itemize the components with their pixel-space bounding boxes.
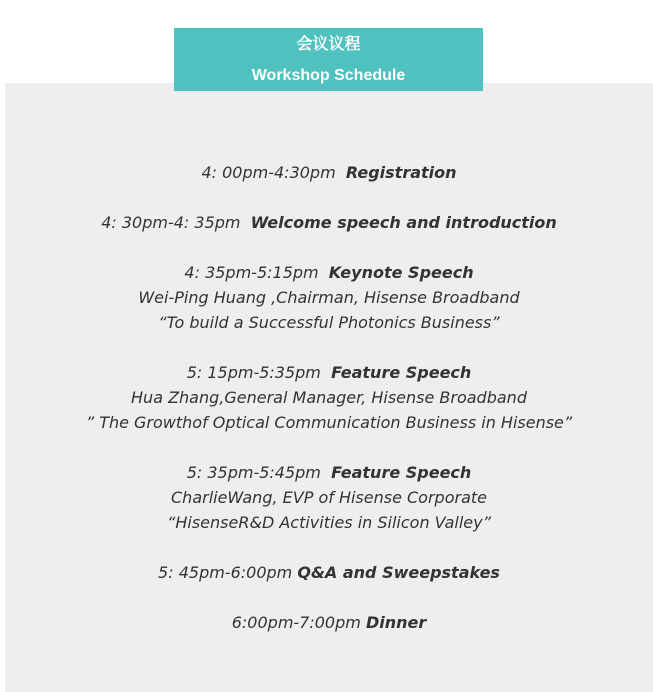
schedule-time: 4: 30pm-4: 35pm [101, 213, 241, 232]
schedule-time: 5: 15pm-5:35pm [186, 363, 321, 382]
speaker-line: CharlieWang, EVP of Hisense Corporate [171, 488, 487, 507]
schedule-title: Keynote Speech [328, 263, 474, 282]
header-title-zh: 会议议程 [296, 36, 361, 53]
schedule-list [5, 160, 653, 660]
schedule-title: Feature Speech [331, 363, 472, 382]
schedule-time: 5: 45pm-6:00pm [158, 563, 293, 582]
schedule-title: Welcome speech and introduction [250, 213, 557, 232]
schedule-time: 6:00pm-7:00pm [231, 613, 361, 632]
schedule-item-heading [5, 360, 653, 385]
schedule-title: Feature Speech [331, 463, 472, 482]
schedule-item-heading [5, 610, 653, 635]
talk-title: “To build a Successful Photonics Business” [158, 313, 500, 332]
schedule-item-heading [5, 160, 653, 185]
schedule-time: 4: 35pm-5:15pm [184, 263, 319, 282]
header-title-en: Workshop Schedule [251, 67, 406, 84]
talk-title: ” The Growthof Optical Communication Business in Hisense” [85, 413, 573, 432]
speaker-line: Wei-Ping Huang ,Chairman, Hisense Broadband [138, 288, 520, 307]
schedule-title: Q&A and Sweepstakes [297, 563, 500, 582]
schedule-item-heading [5, 260, 653, 285]
speaker-line: Hua Zhang,General Manager, Hisense Broadband [131, 388, 527, 407]
schedule-item-dinner [5, 610, 653, 635]
schedule-header [174, 28, 483, 91]
schedule-item-feature-2 [5, 460, 653, 535]
schedule-item-registration [5, 160, 653, 185]
schedule-title: Registration [345, 163, 457, 182]
schedule-item-welcome [5, 210, 653, 235]
schedule-item-heading [5, 560, 653, 585]
schedule-item-heading [5, 210, 653, 235]
talk-title: “HisenseR&D Activities in Silicon Valley” [167, 513, 491, 532]
schedule-item-keynote [5, 260, 653, 335]
schedule-time: 5: 35pm-5:45pm [186, 463, 321, 482]
schedule-item-feature-1 [5, 360, 653, 435]
schedule-item-qa [5, 560, 653, 585]
schedule-title: Dinner [365, 613, 427, 632]
schedule-item-heading [5, 460, 653, 485]
schedule-time: 4: 00pm-4:30pm [201, 163, 336, 182]
